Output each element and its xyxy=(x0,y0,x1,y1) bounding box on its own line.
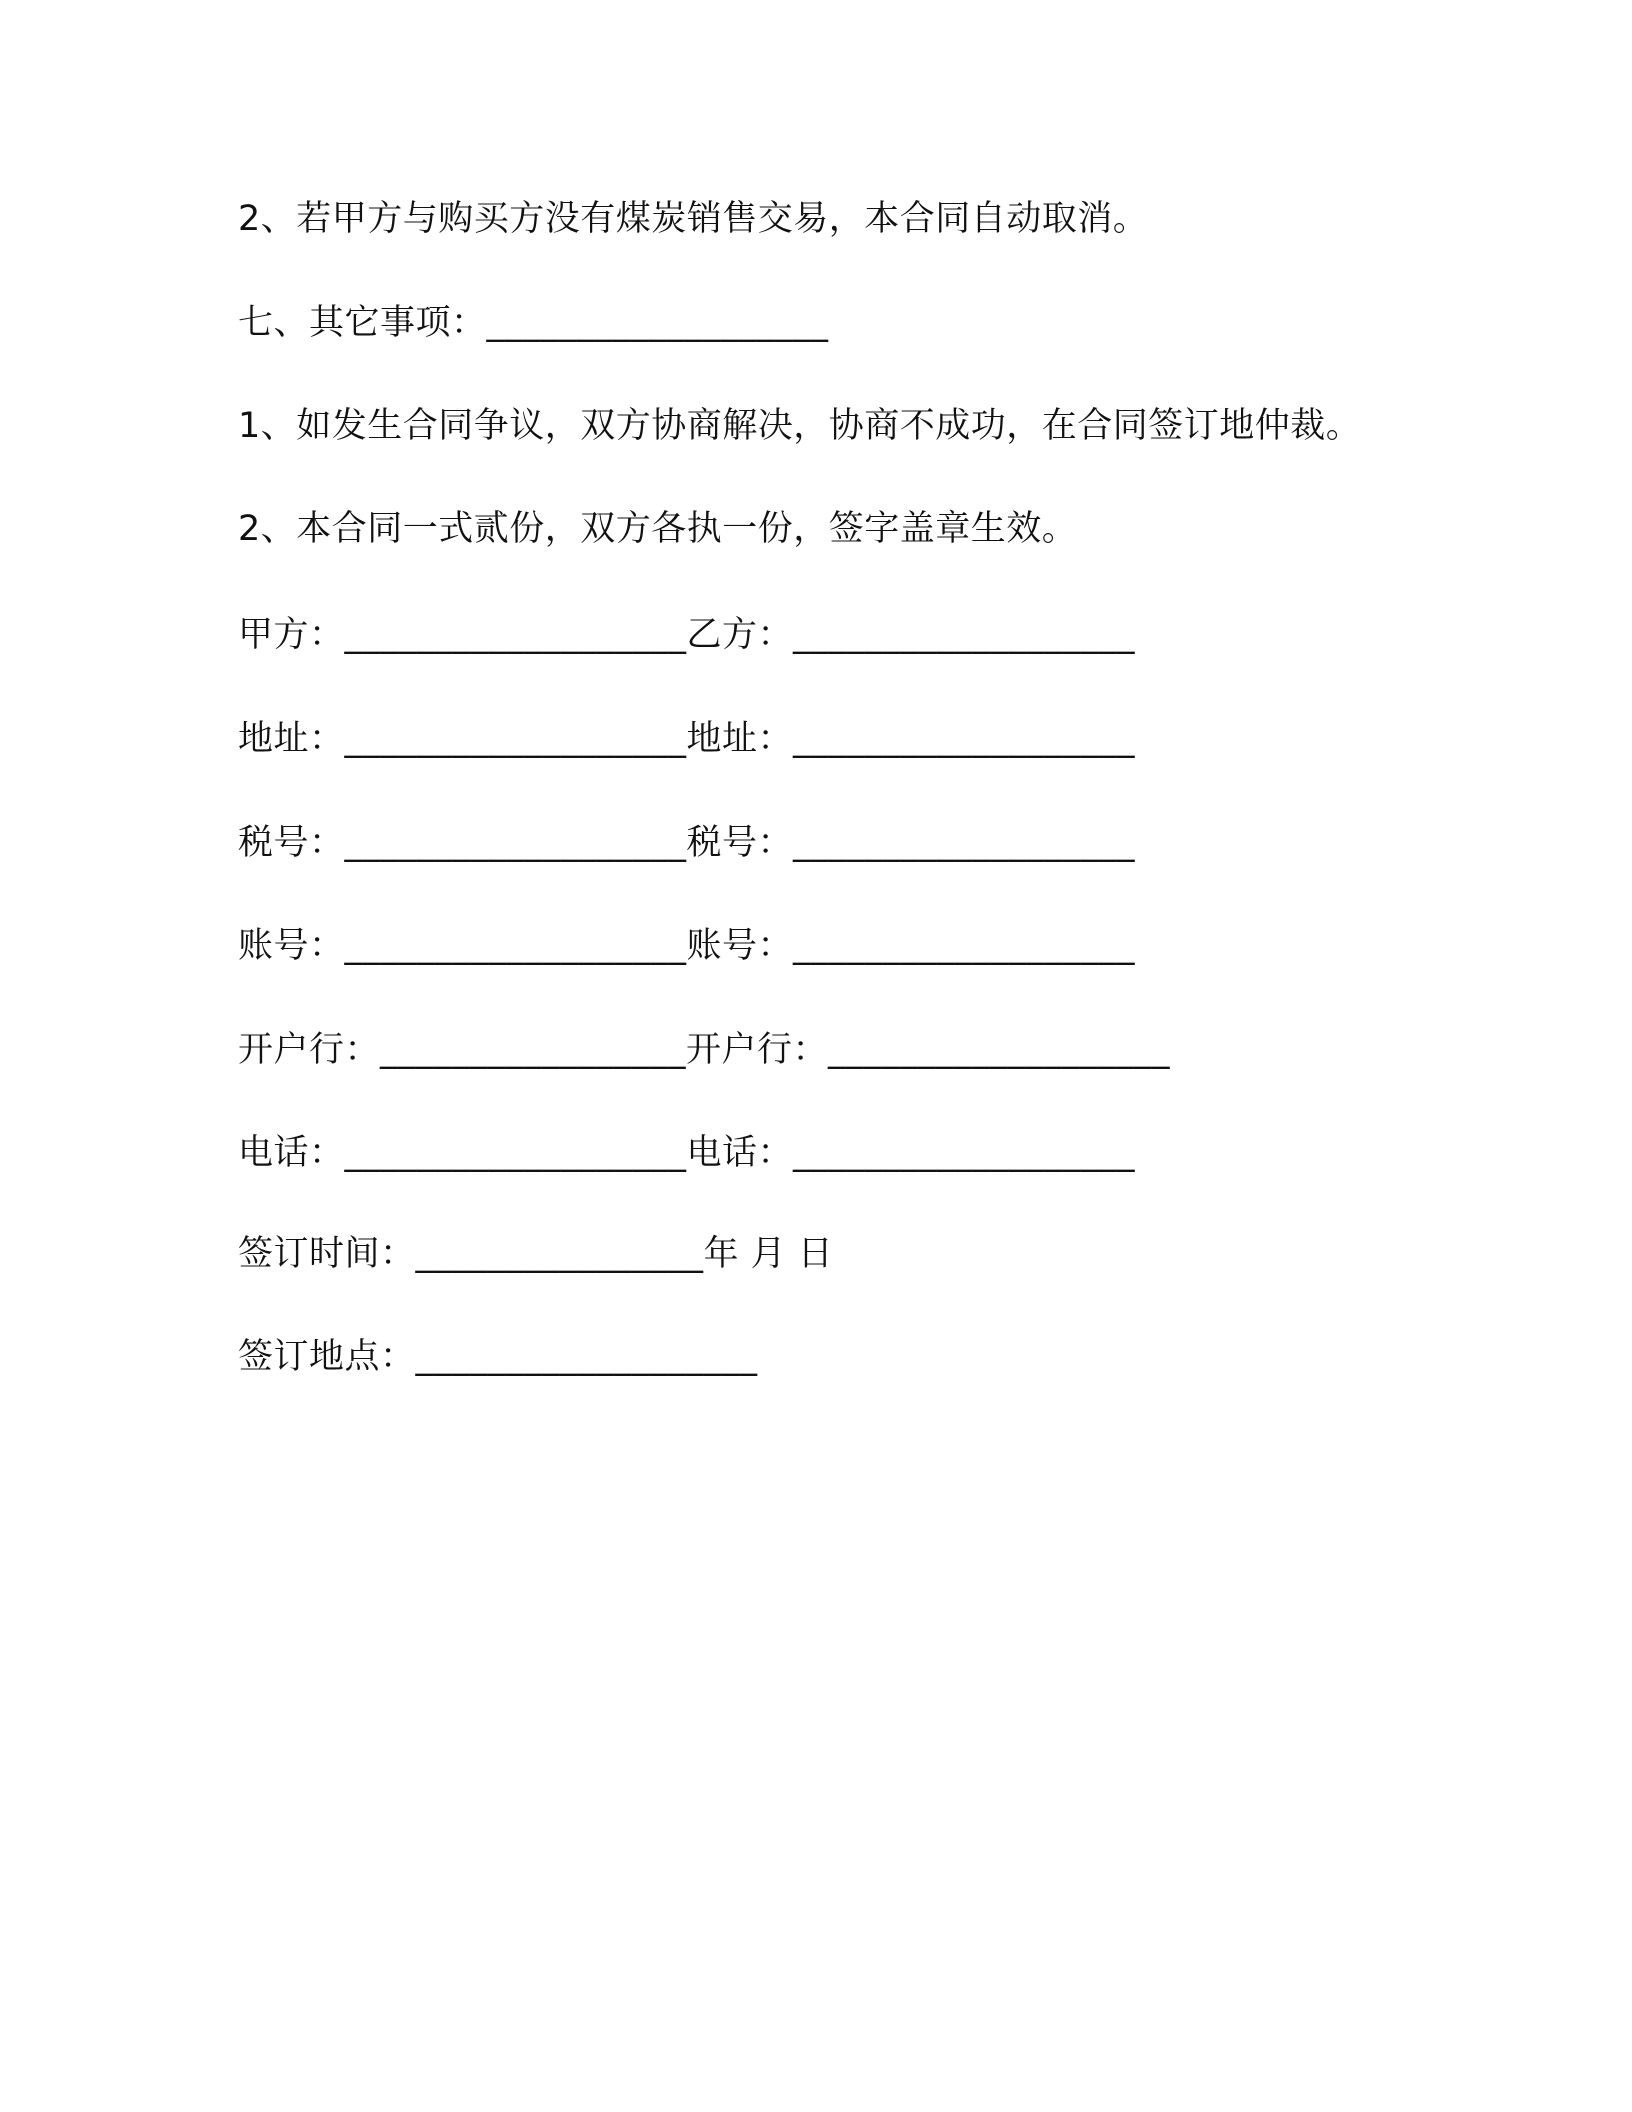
tax-number-line: 税号：___________________税号：___________________ xyxy=(238,823,1136,863)
signing-place-line: 签订地点：___________________ xyxy=(238,1337,758,1377)
clause-2-copies: 2、本合同一式贰份，双方各执一份，签字盖章生效。 xyxy=(238,509,1078,549)
account-number-line: 账号：___________________账号：___________________ xyxy=(238,926,1136,966)
bank-line: 开户行：_________________开户行：___________________ xyxy=(238,1030,1171,1070)
address-line: 地址：___________________地址：___________________ xyxy=(238,719,1136,759)
party-a-b-line: 甲方：___________________乙方：___________________ xyxy=(238,615,1136,655)
clause-2-auto-cancel: 2、若甲方与购买方没有煤炭销售交易，本合同自动取消。 xyxy=(238,199,1149,239)
clause-1-dispute-resolution: 1、如发生合同争议，双方协商解决，协商不成功，在合同签订地仲裁。 xyxy=(238,406,1362,446)
section-7-other-matters: 七、其它事项：___________________ xyxy=(238,303,829,343)
phone-line: 电话：___________________电话：___________________ xyxy=(238,1133,1136,1173)
signing-date-line: 签订时间：________________年 月 日 xyxy=(238,1234,834,1274)
